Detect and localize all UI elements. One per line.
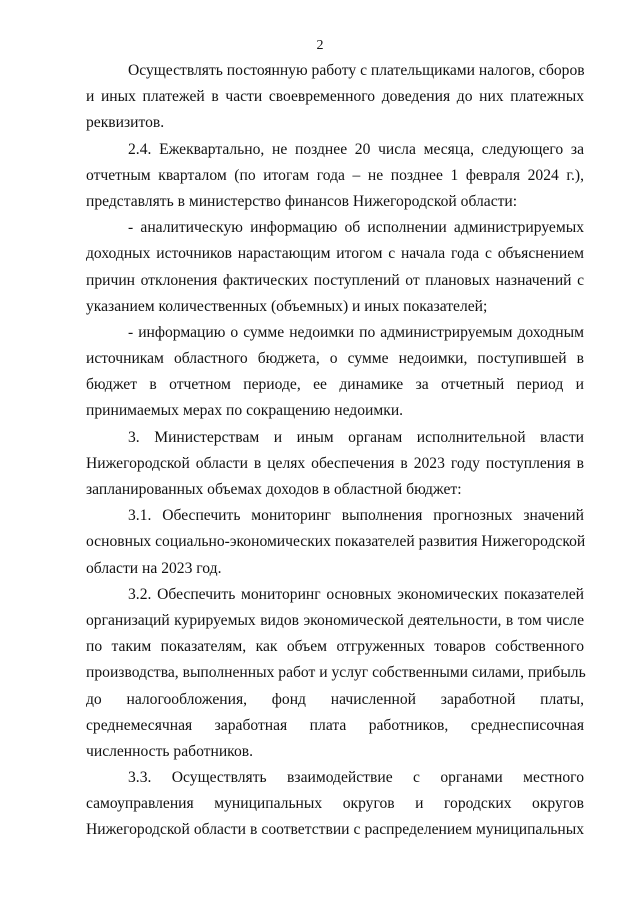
text-line: самоуправления муниципальных округов и городских округов	[86, 795, 584, 813]
text-line: доходных источников нарастающим итогом с начала года с объяснением	[86, 245, 584, 263]
text-line: запланированных объемах доходов в областной бюджет:	[86, 481, 462, 498]
text-line: бюджет в отчетном периоде, ее динамике за отчетный период и	[86, 376, 584, 394]
text-line: отчетным кварталом (по итогам года – не позднее 1 февраля 2024 г.),	[86, 166, 584, 184]
text-line: Нижегородской области в соответствии с распределением муниципальных	[86, 821, 584, 839]
text-line: до налогообложения, фонд начисленной заработной платы,	[86, 690, 584, 708]
text-line: организаций курируемых видов экономической деятельности, в том числе	[86, 611, 584, 629]
paragraph	[86, 137, 584, 216]
text-line: численность работников.	[86, 742, 254, 760]
text-line: 2.4. Ежеквартально, не позднее 20 числа месяца, следующего за	[128, 140, 584, 158]
text-line: Нижегородской области в целях обеспечения в 2023 году поступления в	[86, 454, 584, 472]
text-line: представлять в министерство финансов Нижегородской области:	[86, 192, 518, 210]
text-line: - аналитическую информацию об исполнении администрируемых	[128, 219, 584, 237]
paragraph	[86, 425, 584, 504]
text-line: по таким показателям, как объем отгруженных товаров собственного	[86, 638, 584, 656]
text-line: 3.3. Осуществлять взаимодействие с органами местного	[128, 769, 584, 787]
text-line: Осуществлять постоянную работу с плательщиками налогов, сборов	[128, 62, 585, 79]
text-line: реквизитов.	[86, 114, 165, 132]
paragraph	[86, 582, 584, 765]
text-line: 3.1. Обеспечить мониторинг выполнения прогнозных значений	[128, 507, 584, 525]
text-line: указанием количественных (объемных) и иных показателей;	[86, 297, 488, 315]
text-line: 3.2. Обеспечить мониторинг основных экономических показателей	[128, 585, 584, 603]
page-number: 2	[316, 38, 324, 53]
text-line: - информацию о сумме недоимки по администрируемым доходным	[128, 323, 584, 341]
text-line: и иных платежей в части своевременного доведения до них платежных	[86, 88, 584, 106]
document-body	[86, 58, 584, 844]
text-line: среднемесячная заработная плата работников, среднесписочная	[86, 716, 584, 734]
paragraph	[86, 503, 584, 582]
text-line: источникам областного бюджета, о сумме недоимки, поступившей в	[86, 350, 584, 368]
paragraph	[86, 58, 584, 137]
text-line: производства, выполненных работ и услуг собственными силами, прибыль	[86, 664, 586, 682]
paragraph	[86, 215, 584, 320]
text-line: принимаемых мерах по сокращению недоимки.	[86, 402, 404, 420]
text-line: причин отклонения фактических поступлений от плановых назначений с	[86, 271, 584, 289]
paragraph	[86, 320, 584, 425]
text-line: основных социально-экономических показателей развития Нижегородской	[86, 533, 586, 551]
text-line: 3. Министерствам и иным органам исполнительной власти	[128, 428, 584, 446]
paragraph	[86, 765, 584, 844]
text-line: области на 2023 год.	[86, 559, 222, 577]
